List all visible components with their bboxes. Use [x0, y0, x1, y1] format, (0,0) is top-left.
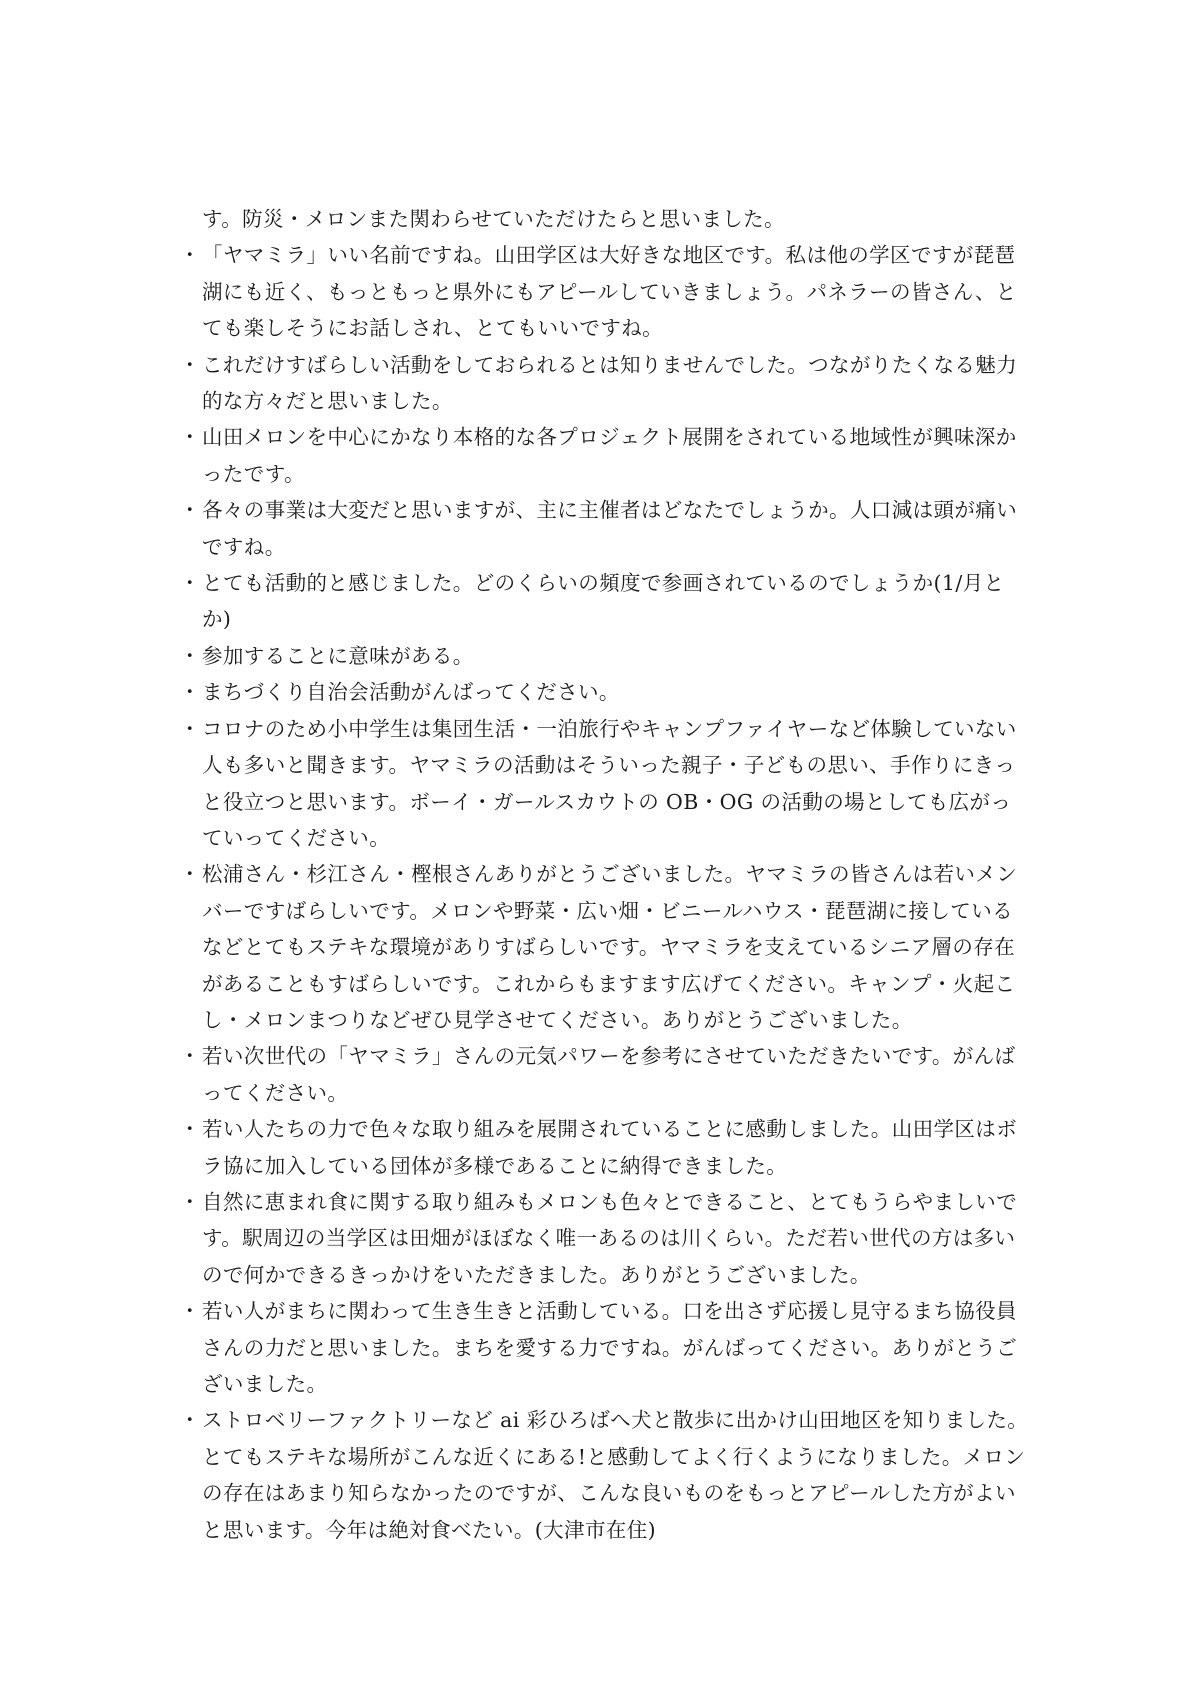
comment-text: 自然に恵まれ食に関する取り組みもメロンも色々とできること、とてもうらやましいです。駅周辺の当学区は田畑がほぼなく唯一あるのは川くらい。ただ若い世代の方は多いので何かできるきっかけをいただきました。ありがとうございました。	[202, 1189, 1018, 1287]
comment-item	[178, 856, 1030, 1038]
bullet-marker: ・	[179, 680, 201, 705]
comment-item	[178, 638, 1030, 674]
comment-item	[178, 674, 1030, 710]
comment-text: 各々の事業は大変だと思いますが、主に主催者はどなたでしょうか。人口減は頭が痛いですね。	[202, 498, 1018, 559]
comment-text: 「ヤマミラ」いい名前ですね。山田学区は大好きな地区です。私は他の学区ですが琵琶湖にも近く、もっともっと県外にもアピールしていきましょう。パネラーの皆さん、とても楽しそうにお話しされ、とてもいいですね。	[202, 243, 1017, 341]
comment-text: 若い人たちの力で色々な取り組みを展開されていることに感動しました。山田学区はボラ協に加入している団体が多様であることに納得できました。	[202, 1117, 1018, 1178]
comment-text-block	[178, 201, 1030, 1548]
comment-text: 松浦さん・杉江さん・樫根さんありがとうございました。ヤマミラの皆さんは若いメンバーですばらしいです。メロンや野菜・広い畑・ビニールハウス・琵琶湖に接しているなどとてもステキな環境がありすばらしいです。ヤマミラを支えているシニア層の存在があることもすばらしいです。これからもますます広げてください。キャンプ・火起こし・メロンまつりなどぜひ見学させてください。ありがとうございました。	[202, 862, 1018, 1032]
comment-text: とても活動的と感じました。どのくらいの頻度で参画されているのでしょうか(1/月とか)	[202, 571, 1005, 632]
bullet-marker: ・	[179, 352, 201, 377]
comment-text: 参加することに意味がある。	[202, 643, 474, 668]
bullet-marker: ・	[179, 862, 201, 887]
bullet-marker: ・	[179, 716, 201, 741]
comment-text: これだけすばらしい活動をしておられるとは知りませんでした。つながりたくなる魅力的な方々だと思いました。	[202, 352, 1018, 414]
comment-item	[178, 419, 1030, 492]
comment-text: 若い次世代の「ヤマミラ」さんの元気パワーを参考にさせていただきたいです。がんばってください。	[202, 1044, 1016, 1105]
comment-item	[178, 1038, 1030, 1111]
bullet-marker: ・	[179, 425, 201, 450]
comment-item	[178, 1402, 1030, 1548]
bullet-marker: ・	[179, 643, 201, 668]
bullet-marker: ・	[179, 1408, 201, 1433]
comment-text: 山田メロンを中心にかなり本格的な各プロジェクト展開をされている地域性が興味深かったです。	[202, 425, 1017, 486]
comment-text: 若い人がまちに関わって生き生きと活動している。口を出さず応援し見守るまち協役員さんの力だと思いました。まちを愛する力ですね。がんばってください。ありがとうございました。	[202, 1299, 1018, 1396]
comment-item	[178, 347, 1030, 420]
continuation-text: す。防災・メロンまた関わらせていただけたらと思いました。	[202, 207, 785, 231]
comment-item	[178, 1111, 1030, 1184]
bullet-marker: ・	[179, 1299, 201, 1324]
comment-item	[178, 492, 1030, 565]
comment-item	[178, 1184, 1030, 1293]
bullet-marker: ・	[179, 1044, 201, 1069]
bullet-marker: ・	[179, 1117, 201, 1142]
bullet-marker: ・	[179, 1189, 201, 1214]
comment-text: コロナのため小中学生は集団生活・一泊旅行やキャンプファイヤーなど体験していない人も多いと聞きます。ヤマミラの活動はそういった親子・子どもの思い、手作りにきっと役立つと思います。ボーイ・ガールスカウトの OB・OG の活動の場としても広がっていってください。	[202, 716, 1017, 850]
bullet-marker: ・	[179, 243, 201, 268]
bullet-marker: ・	[179, 571, 201, 596]
comment-item	[178, 565, 1030, 638]
comment-text: まちづくり自治会活動がんばってください。	[202, 680, 620, 705]
bullet-marker: ・	[179, 498, 201, 523]
comment-item	[178, 1293, 1030, 1402]
comment-item	[178, 237, 1030, 346]
comment-text: ストロベリーファクトリーなど ai 彩ひろばへ犬と散歩に出かけ山田地区を知りました。とてもステキな場所がこんな近くにある!と感動してよく行くようになりました。メロンの存在はあまり知らなかったのですが、こんな良いものをもっとアピールした方がよいと思います。今年は絶対食べたい。(大津市在住)	[202, 1408, 1029, 1542]
comment-list	[178, 237, 1030, 1548]
comment-item	[178, 711, 1030, 857]
